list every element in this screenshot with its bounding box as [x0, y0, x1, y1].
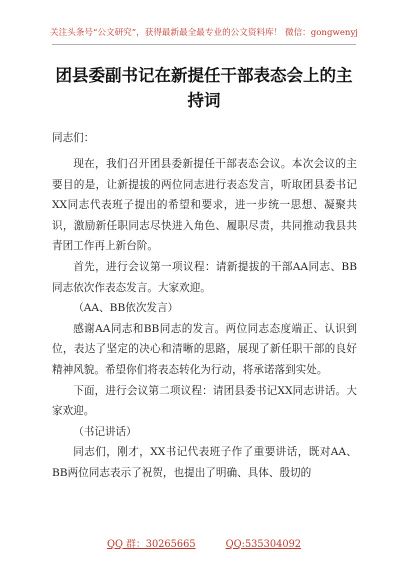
header-note: 关注头条号“公文研究”，获得最新最全最专业的公文资料库！ 微信：gongwenyj: [50, 28, 358, 38]
paragraph-summary: 同志们，刚才，XX书记代表班子作了重要讲话，既对AA、BB两位同志表示了祝贺，也提出了明确、具体、殷切的: [52, 446, 357, 479]
document-body: [52, 128, 357, 484]
paragraph-agenda-2: 下面，进行会议第二项议程：请团县委书记XX同志讲话。大家欢迎。: [52, 384, 357, 418]
footer-qq-number: QQ:535304092: [225, 539, 302, 550]
stage-direction-speeches: （AA、BB依次发言）: [73, 302, 179, 315]
paragraph-thanks: 感谢AA同志和BB同志的发言。两位同志态度端正、认识到位，表达了坚定的决心和清晰的思路，展现了新任职干部的良好精神风貌。希望你们将表态转化为行动，将承诺落到实处。: [52, 322, 357, 377]
salutation: 同志们：: [52, 132, 95, 144]
footer-qq-group: QQ 群：30265665: [106, 539, 196, 550]
paragraph-opening: 现在，我们召开团县委新提任干部表态会议。本次会议的主要目的是，让新提拔的两位同志进行表态发言，听取团县委书记XX同志代表班子提出的希望和要求，进一步统一思想、凝聚共识，激励新任职同志尽快进入角色、履职尽责，共同推动我县共青团工作再上新台阶。: [52, 158, 357, 253]
paragraph-agenda-1: 首先，进行会议第一项议程：请新提拔的干部AA同志、BB同志依次作表态发言。大家欢迎。: [52, 261, 357, 294]
footer-contact: [0, 536, 408, 550]
header-divider: [52, 44, 356, 45]
stage-direction-secretary: （书记讲话）: [73, 425, 137, 438]
document-title: 团县委副书记在新提任干部表态会上的主持词: [55, 66, 353, 110]
